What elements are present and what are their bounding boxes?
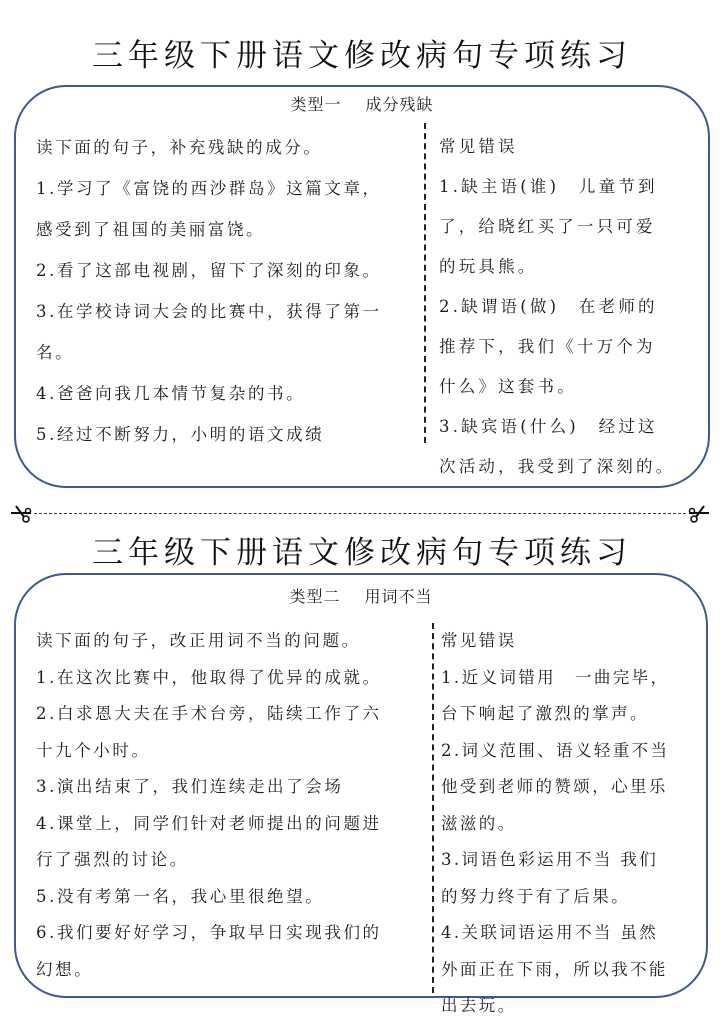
- error-line: 外面正在下雨，所以我不能: [441, 959, 668, 979]
- exercise-column: [36, 623, 382, 988]
- cut-line: [34, 513, 686, 514]
- common-errors-heading: 常见错误: [441, 631, 517, 650]
- exercise-line: 4.爸爸向我几本情节复杂的书。: [36, 384, 306, 403]
- common-errors-heading: 常见错误: [439, 137, 518, 156]
- error-line: 什么》这套书。: [439, 377, 577, 396]
- common-errors-column: [441, 623, 669, 1025]
- error-line: 的玩具熊。: [439, 257, 538, 276]
- error-line: 他受到老师的赞颂，心里乐: [441, 777, 668, 796]
- error-line: 的努力终于有了后果。: [441, 886, 630, 906]
- section-subtitle-1: [16, 92, 708, 115]
- error-line: 1.近义词错用 一曲完毕，: [441, 667, 670, 687]
- error-line: 台下响起了激烈的掌声。: [441, 704, 649, 723]
- exercise-line: 3.演出结束了，我们连续走出了会场: [36, 777, 344, 796]
- exercise-line: 幻想。: [36, 959, 94, 979]
- error-line: 次活动，我受到了深刻的。: [439, 457, 676, 476]
- error-line: 2.词义范围、语义轻重不当: [441, 740, 670, 760]
- error-line: 推荐下，我们《十万个为: [439, 337, 656, 356]
- error-line: 了，给晓红买了一只可爱: [439, 217, 656, 236]
- exercise-line: 名。: [36, 343, 75, 362]
- exercise-line: 3.在学校诗词大会的比赛中，获得了第一: [36, 302, 382, 321]
- type-name: 用词不当: [364, 587, 433, 606]
- column-divider: [432, 623, 434, 993]
- worksheet-title-2: 三年级下册语文修改病句专项练习: [92, 535, 632, 571]
- type-label: 类型二: [289, 587, 341, 606]
- error-line: 3.缺宾语(什么) 经过这: [439, 417, 658, 436]
- type-label: 类型一: [290, 95, 342, 114]
- common-errors-column: [439, 127, 675, 487]
- error-line: 滋滋的。: [441, 813, 517, 833]
- error-line: 2.缺谓语(做) 在老师的: [439, 297, 658, 316]
- error-line: 1.缺主语(谁) 儿童节到: [439, 177, 658, 196]
- exercise-line: 1.学习了《富饶的西沙群岛》这篇文章，: [36, 179, 382, 198]
- exercise-line: 5.没有考第一名，我心里很绝望。: [36, 886, 325, 906]
- section-box-type-1: [14, 85, 710, 488]
- worksheet-title-1: 三年级下册语文修改病句专项练习: [92, 38, 632, 74]
- section-subtitle-2: [16, 584, 706, 607]
- exercise-line: 行了强烈的讨论。: [36, 850, 189, 869]
- error-line: 出去玩。: [441, 996, 517, 1015]
- exercise-line: 5.经过不断努力，小明的语文成绩: [36, 425, 325, 444]
- error-line: 3.词语色彩运用不当 我们: [441, 850, 659, 869]
- scissors-icon: [688, 503, 710, 525]
- instruction-text: 读下面的句子，改正用词不当的问题。: [36, 631, 361, 650]
- exercise-line: 4.课堂上，同学们针对老师提出的问题进: [36, 813, 382, 833]
- exercise-column: [36, 127, 382, 455]
- exercise-line: 6.我们要好好学习，争取早日实现我们的: [36, 923, 382, 942]
- section-box-type-2: [14, 573, 708, 1015]
- exercise-line: 2.看了这部电视剧，留下了深刻的印象。: [36, 261, 382, 280]
- error-line: 4.关联词语运用不当 虽然: [441, 923, 659, 942]
- exercise-line: 2.白求恩大夫在手术台旁，陆续工作了六: [36, 704, 382, 723]
- scissors-icon: [10, 503, 32, 525]
- column-divider: [424, 123, 426, 443]
- exercise-line: 1.在这次比赛中，他取得了优异的成就。: [36, 667, 382, 687]
- exercise-line: 十九个小时。: [36, 740, 151, 760]
- type-name: 成分残缺: [365, 95, 434, 114]
- instruction-text: 读下面的句子，补充残缺的成分。: [36, 138, 323, 157]
- exercise-line: 感受到了祖国的美丽富饶。: [36, 220, 266, 239]
